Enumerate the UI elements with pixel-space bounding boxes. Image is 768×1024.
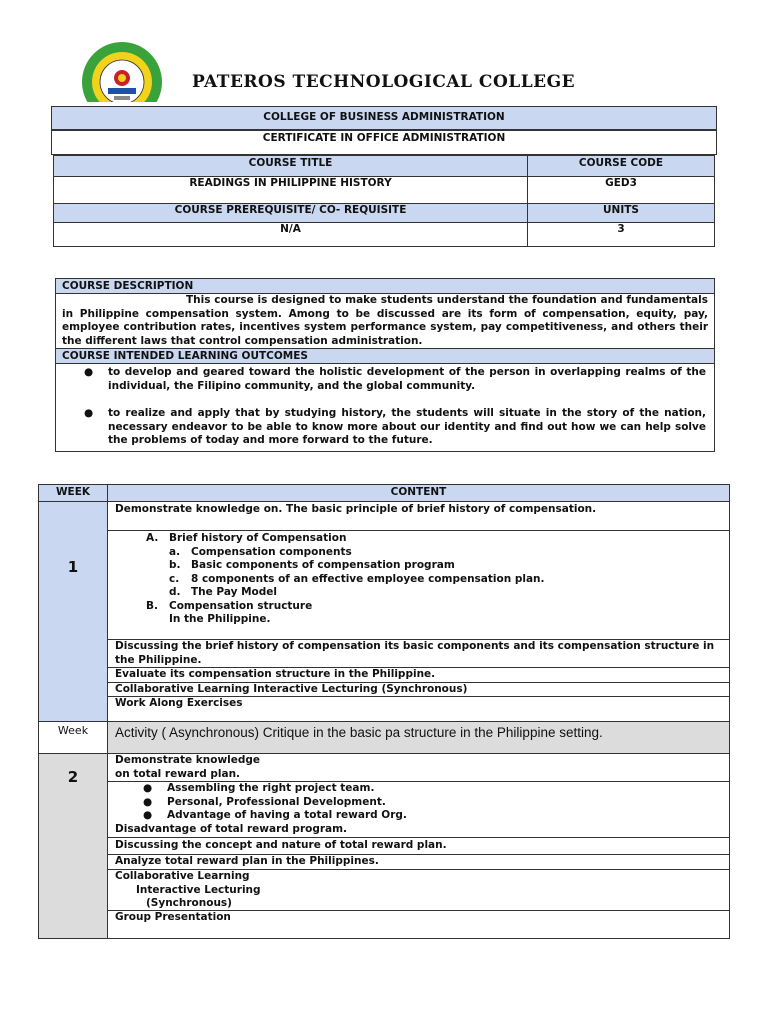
units-header bbox=[527, 203, 715, 223]
week-2-analyze-text: Analyze total reward plan in the Philippines. bbox=[115, 855, 379, 867]
sub-marker: c. bbox=[169, 572, 180, 585]
week-2-cell bbox=[38, 753, 108, 939]
week-1-evaluate bbox=[107, 667, 730, 683]
outcome-text: to develop and geared toward the holistic development of the person in overlapping realms of the individual, the Filipino community, and the global community. bbox=[108, 366, 706, 392]
topic-item bbox=[143, 795, 722, 810]
outcome-text: to realize and apply that by studying history, the students will situate in the story of the nation, necessary endeavor to be able to know more about our identity and find out how we can help solve the problems of today and more forward to the future. bbox=[108, 407, 706, 446]
units-value bbox=[527, 222, 715, 247]
topic-text: Advantage of having a total reward Org. bbox=[167, 809, 407, 821]
college-row bbox=[51, 106, 717, 130]
sub-item bbox=[146, 573, 729, 587]
course-code-header bbox=[527, 155, 715, 177]
course-description-text: This course is designed to make students understand the foundation and fundamentals in Philippine compensation system. Among to be discussed are its form of compensation, equity, pay, employee contribution rates, incentives system performance system, pay competitiveness, and others their the different laws that control compensation administration. bbox=[62, 294, 708, 347]
week-2-group bbox=[107, 910, 730, 939]
outline-text: Compensation structure bbox=[169, 599, 313, 612]
sub-item bbox=[146, 559, 729, 573]
week-2-intro-line: Demonstrate knowledge bbox=[115, 754, 261, 766]
prereq-text: N/A bbox=[280, 223, 301, 235]
course-code-value bbox=[527, 176, 715, 204]
course-code-text: GED3 bbox=[605, 177, 637, 189]
week-2-analyze bbox=[107, 854, 730, 870]
week-1-intro-text: Demonstrate knowledge on. The basic principle of brief history of compensation. bbox=[115, 503, 597, 515]
outcomes-body bbox=[55, 363, 715, 452]
bullet-icon: ● bbox=[143, 809, 153, 821]
program-label: CERTIFICATE IN OFFICE ADMINISTRATION bbox=[262, 132, 506, 144]
course-description-label: COURSE DESCRIPTION bbox=[62, 280, 194, 292]
activity-row bbox=[107, 721, 730, 754]
college-label: COLLEGE OF BUSINESS ADMINISTRATION bbox=[263, 111, 505, 123]
bullet-icon: ● bbox=[84, 407, 94, 419]
course-description-body bbox=[55, 293, 715, 349]
sub-item bbox=[146, 546, 729, 560]
week-2-group-text: Group Presentation bbox=[115, 911, 231, 923]
units-label: UNITS bbox=[603, 204, 639, 216]
college-name: PATEROS TECHNOLOGICAL COLLEGE bbox=[192, 72, 576, 92]
week-2-disadvantage: Disadvantage of total reward program. bbox=[115, 822, 348, 835]
course-code-label: COURSE CODE bbox=[578, 157, 664, 169]
outcome-item bbox=[84, 407, 706, 448]
week-2-topics bbox=[107, 781, 730, 838]
sub-text: Basic components of compensation program bbox=[191, 559, 455, 571]
week-1-collab-text: Collaborative Learning Interactive Lecturing (Synchronous) bbox=[115, 683, 468, 695]
topic-text: Assembling the right project team. bbox=[167, 782, 375, 794]
course-description-heading bbox=[55, 278, 715, 294]
course-title-text: READINGS IN PHILIPPINE HISTORY bbox=[189, 177, 392, 189]
course-title-header bbox=[53, 155, 528, 177]
week-2-collab bbox=[107, 869, 730, 911]
week-header-label: WEEK bbox=[55, 486, 91, 498]
prereq-label: COURSE PREREQUISITE/ CO- REQUISITE bbox=[174, 204, 407, 216]
week-1-evaluate-text: Evaluate its compensation structure in the Philippine. bbox=[115, 668, 436, 680]
content-header-label: CONTENT bbox=[390, 486, 447, 498]
prereq-value bbox=[53, 222, 528, 247]
outline-item-b bbox=[146, 600, 729, 614]
week-2-collab-line: (Synchronous) bbox=[146, 897, 232, 909]
week-2-collab-line: Interactive Lecturing bbox=[136, 883, 261, 896]
outline-continuation bbox=[146, 613, 729, 627]
sub-marker: d. bbox=[169, 586, 181, 598]
bullet-icon: ● bbox=[143, 795, 153, 808]
sub-marker: a. bbox=[169, 545, 181, 558]
bullet-icon: ● bbox=[84, 366, 94, 378]
topic-item bbox=[143, 782, 722, 796]
week-2-number: 2 bbox=[67, 768, 79, 786]
outcome-item bbox=[84, 366, 706, 393]
week-2-discussion bbox=[107, 837, 730, 855]
week-1-outline bbox=[107, 530, 730, 640]
topic-item bbox=[143, 809, 722, 823]
week-1-intro bbox=[107, 501, 730, 531]
week-2-intro bbox=[107, 753, 730, 782]
topic-text: Personal, Professional Development. bbox=[167, 795, 386, 808]
course-title-label: COURSE TITLE bbox=[248, 157, 333, 169]
activity-week-cell bbox=[38, 721, 108, 754]
sub-item bbox=[146, 586, 729, 600]
week-2-collab-line: Collaborative Learning bbox=[115, 870, 250, 882]
outline-text: In the Philippine. bbox=[169, 613, 271, 625]
week-1-cell bbox=[38, 501, 108, 722]
week-2-intro-line: on total reward plan. bbox=[115, 767, 241, 780]
outline-marker: B. bbox=[146, 599, 158, 612]
week-1-exercises bbox=[107, 696, 730, 722]
sub-text: Compensation components bbox=[191, 545, 352, 558]
sub-text: The Pay Model bbox=[191, 586, 277, 598]
outline-text: Brief history of Compensation bbox=[169, 532, 347, 544]
activity-week-label: Week bbox=[57, 724, 89, 737]
week-1-exercises-text: Work Along Exercises bbox=[115, 697, 243, 709]
prereq-header bbox=[53, 203, 528, 223]
sub-text: 8 components of an effective employee compensation plan. bbox=[191, 572, 545, 585]
bullet-icon: ● bbox=[143, 782, 153, 794]
sub-marker: b. bbox=[169, 559, 181, 571]
program-row bbox=[51, 130, 717, 155]
activity-text: Activity ( Asynchronous) Critique in the basic pa structure in the Philippine setting. bbox=[115, 725, 603, 740]
outcomes-heading bbox=[55, 348, 715, 364]
week-column-header bbox=[38, 484, 108, 502]
units-text: 3 bbox=[617, 223, 625, 235]
week-1-collab bbox=[107, 682, 730, 697]
week-1-discussion-text: Discussing the brief history of compensation its basic components and its compensation structure in the Philippine. bbox=[115, 640, 715, 666]
week-1-number: 1 bbox=[67, 558, 79, 576]
week-2-discussion-text: Discussing the concept and nature of total reward plan. bbox=[115, 839, 447, 851]
course-title-value bbox=[53, 176, 528, 204]
outline-item-a bbox=[146, 532, 729, 546]
content-column-header bbox=[107, 484, 730, 502]
week-1-discussion bbox=[107, 639, 730, 668]
outcomes-label: COURSE INTENDED LEARNING OUTCOMES bbox=[62, 350, 308, 362]
outline-marker: A. bbox=[146, 532, 159, 544]
